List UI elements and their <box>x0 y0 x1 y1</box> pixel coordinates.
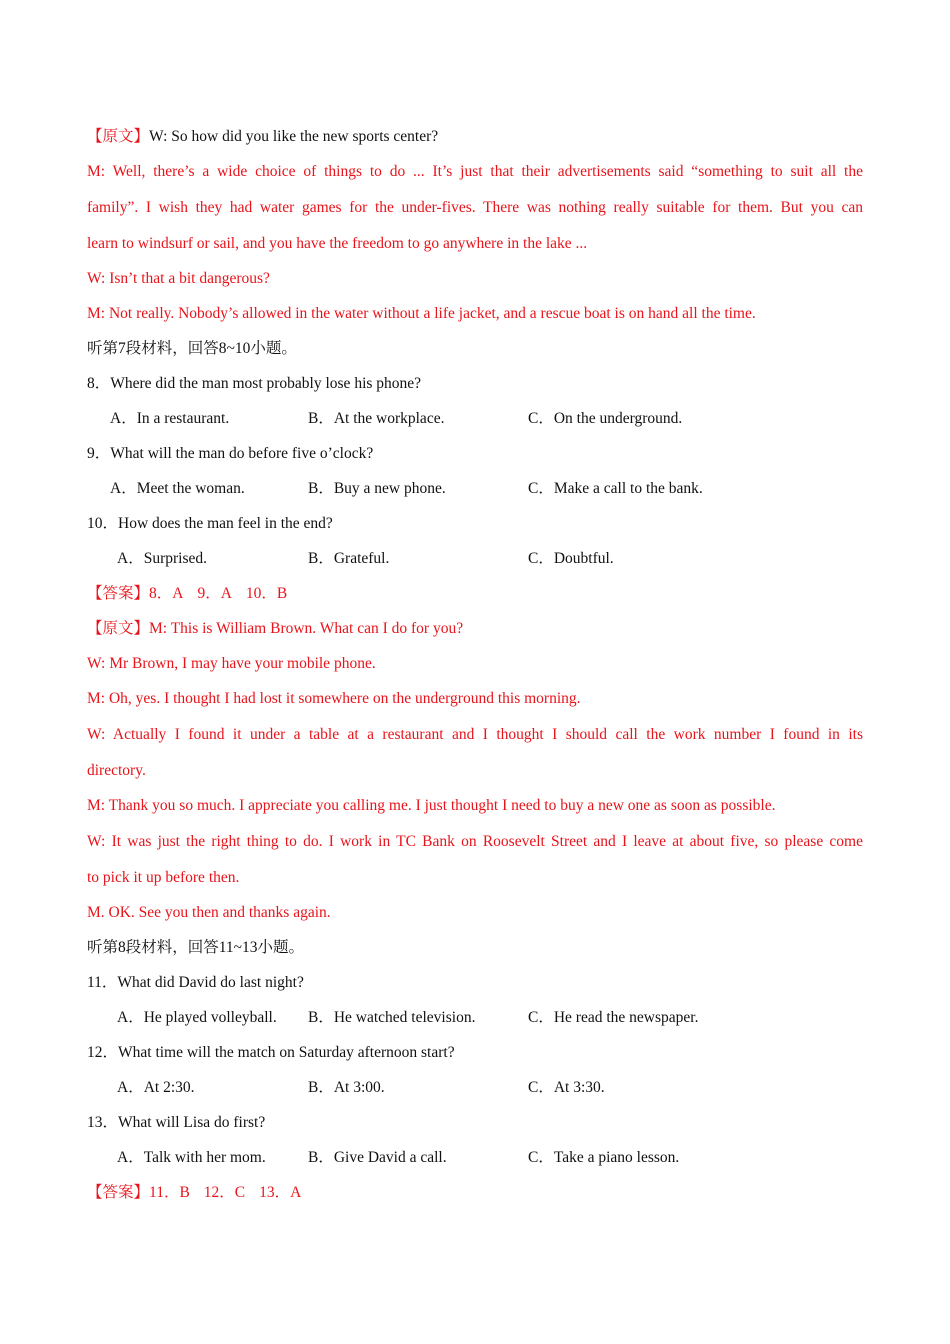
transcript-line: W: Mr Brown, I may have your mobile phone. <box>87 655 376 672</box>
option-b: B．Grateful. <box>308 550 390 567</box>
question-options <box>87 471 863 506</box>
transcript-line: M: Well, there’s a wide choice of things to do ... It’s just that their advertisements said “something to suit all the <box>87 163 863 180</box>
transcript-line: W: It was just the right thing to do. I work in TC Bank on Roosevelt Street and I leave at about five, so please come <box>87 833 863 850</box>
question: 8．Where did the man most probably lose his phone? <box>87 375 422 392</box>
answer-item: 8．A <box>149 585 184 602</box>
transcript-line: M: Thank you so much. I appreciate you calling me. I just thought I need to buy a new one as soon as possible. <box>87 797 776 814</box>
question-options <box>87 401 863 436</box>
transcript-line <box>87 611 863 646</box>
answer-item: 9．A <box>197 585 232 602</box>
question: 11．What did David do last night? <box>87 974 304 991</box>
question-options <box>87 1000 863 1035</box>
transcript-first-line: M: This is William Brown. What can I do for you? <box>149 620 464 637</box>
option-a: A．At 2:30. <box>117 1079 195 1096</box>
option-b: B．Give David a call. <box>308 1149 447 1166</box>
option-a: A．Meet the woman. <box>110 480 245 497</box>
transcript-tag: 【原文】 <box>87 128 150 145</box>
option-a: A．In a restaurant. <box>110 410 230 427</box>
transcript-line: M. OK. See you then and thanks again. <box>87 904 331 921</box>
transcript-line: M: Oh, yes. I thought I had lost it somewhere on the underground this morning. <box>87 690 581 707</box>
option-c: C．He read the newspaper. <box>528 1009 699 1026</box>
option-a: A．Talk with her mom. <box>117 1149 266 1166</box>
option-a: A．He played volleyball. <box>117 1009 277 1026</box>
option-c: C．Make a call to the bank. <box>528 480 703 497</box>
option-c: C．On the underground. <box>528 410 683 427</box>
transcript-first-line: W: So how did you like the new sports center? <box>149 128 439 145</box>
question: 13．What will Lisa do first? <box>87 1114 266 1131</box>
transcript-tag: 【原文】 <box>87 620 150 637</box>
transcript-line: M: Not really. Nobody’s allowed in the water without a life jacket, and a rescue boat is on hand all the time. <box>87 305 756 322</box>
option-b: B．At 3:00. <box>308 1079 385 1096</box>
transcript-line <box>87 119 863 154</box>
transcript-line: family”. I wish they had water games for the under-fives. There was nothing really suitable for them. But you can <box>87 199 863 216</box>
option-c: C．At 3:30. <box>528 1079 605 1096</box>
question: 10．How does the man feel in the end? <box>87 515 333 532</box>
question-options <box>87 541 863 576</box>
answer-item: 12．C <box>203 1184 246 1201</box>
transcript-line: learn to windsurf or sail, and you have the freedom to go anywhere in the lake ... <box>87 235 588 252</box>
option-a: A．Surprised. <box>117 550 207 567</box>
answer-item: 10．B <box>245 585 288 602</box>
option-c: C．Take a piano lesson. <box>528 1149 680 1166</box>
question-options <box>87 1070 863 1105</box>
answer-item: 13．A <box>259 1184 302 1201</box>
question-options <box>87 1140 863 1175</box>
answer-item: 11．B <box>149 1184 190 1201</box>
answer-tag: 【答案】 <box>87 585 150 602</box>
answer-line <box>87 576 863 611</box>
option-b: B．He watched television. <box>308 1009 476 1026</box>
option-b: B．At the workplace. <box>308 410 445 427</box>
question: 12．What time will the match on Saturday afternoon start? <box>87 1044 455 1061</box>
transcript-line: directory. <box>87 762 146 779</box>
document-page <box>87 119 863 1210</box>
transcript-line: W: Isn’t that a bit dangerous? <box>87 270 270 287</box>
option-c: C．Doubtful. <box>528 550 614 567</box>
answer-tag: 【答案】 <box>87 1184 150 1201</box>
transcript-line: W: Actually I found it under a table at a restaurant and I thought I should call the work number I found in its <box>87 726 863 743</box>
question: 9．What will the man do before five o’clock? <box>87 445 374 462</box>
transcript-line: to pick it up before then. <box>87 869 240 886</box>
answer-line <box>87 1175 863 1210</box>
option-b: B．Buy a new phone. <box>308 480 446 497</box>
section-intro: 听第8段材料，回答11~13小题。 <box>87 939 305 956</box>
section-intro: 听第7段材料，回答8~10小题。 <box>87 340 297 357</box>
